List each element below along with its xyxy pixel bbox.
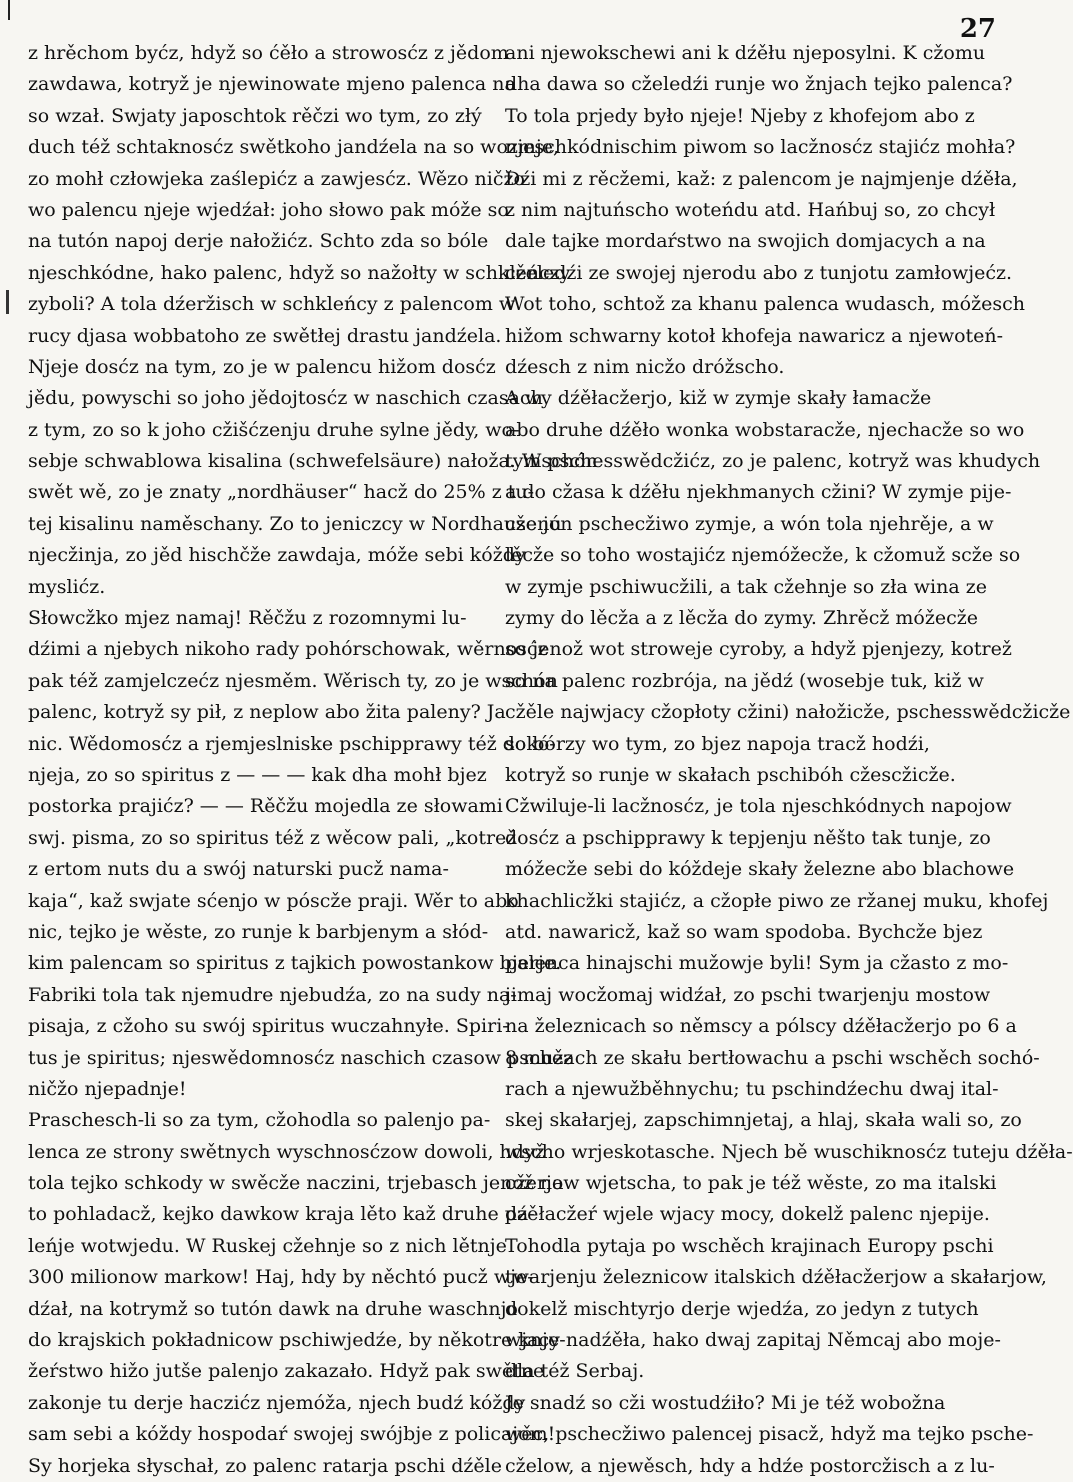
- text-line: so wzał. Swjaty japoschtok rěčzi wo tym, zo złý: [28, 104, 482, 127]
- text-line: so jenož wot stroweje cyroby, a hdyž pjenjezy, kotrež: [505, 638, 1012, 661]
- text-line: pak též zamjelczećz njesměm. Wěrisch ty, zo je wschón: [28, 669, 558, 692]
- text-line: A wy dźěłacžerjo, kiž w zymje skały łamacže: [505, 387, 932, 410]
- text-line: duch též schtaknosćz swětkoho jandźela na so wozmje,: [28, 136, 560, 159]
- text-line: zymy do lěcža a z lěcža do zymy. Zhrěcž móžecže: [505, 607, 979, 630]
- text-line: rach a njewužběhnychu; tu pschindźechu dwaj ital-: [505, 1077, 999, 1100]
- text-line: swj. pisma, zo so spiritus též z wěcow pali, „kotrež: [28, 826, 517, 849]
- margin-mark: [6, 290, 9, 314]
- text-line: do krajskich pokładnicow pschiwjedźe, by někotre knje-: [28, 1329, 566, 1352]
- text-line: hižom schwarny kotoł khofeja nawaricz a njewoteń-: [505, 324, 1004, 347]
- text-line: sam sebi a kóždy hospodaŕ swojej swójbje z policajom!: [28, 1423, 556, 1446]
- text-line: cželow, a njewěsch, hdy a hdźe postorcžisch a z lu-: [505, 1454, 995, 1477]
- text-line: njeschkódne, hako palenc, hdyž so nažołty w schkleńczy: [28, 261, 571, 284]
- text-line: sebje schwablowa kisalina (schwefelsäure) nałoža. Wschón: [28, 450, 598, 473]
- text-line: cželedźi ze swojej njerodu abo z tunjotu zamłowjećz.: [505, 261, 1013, 284]
- text-line: twarjenju železnicow italskich dźěłacžerjow a skałarjow,: [505, 1266, 1047, 1289]
- text-line: na tutón napoj derje nałožićz. Schto zda so bóle: [28, 230, 489, 253]
- text-line: cžěle najwjacy cžopłoty cžini) nałožicže, pschesswědcžicže: [505, 701, 1071, 724]
- text-line: rucy djasa wobbatoho ze swětłej drastu jandźela.: [28, 324, 502, 347]
- text-line: a do cžasa k dźěłu njekhmanych cžini? W zymje pije-: [505, 481, 1012, 504]
- text-line: Dźi mi z rěcžemi, kaž: z palencom je najmjenje dźěła,: [505, 167, 1018, 190]
- text-line: njeja, zo so spiritus z — — — kak dha mohł bjez: [28, 763, 487, 786]
- page-number: 27: [959, 14, 996, 44]
- text-line: tus je spiritus; njeswědomnosćz naschich czasow pschez: [28, 1046, 574, 1069]
- text-line: leńje wotwjedu. W Ruskej cžehnje so z nich lětnje: [28, 1234, 507, 1257]
- text-line: lenca ze strony swětnych wyschnosćzow dowoli, hdyž: [28, 1140, 545, 1163]
- text-line: ničžo njepadnje!: [28, 1077, 187, 1100]
- text-line: kotryž so runje w skałach pschibóh cžescžicže.: [505, 763, 956, 786]
- text-line: palenca hinajschi mužowje byli! Sym ja cžasto z mo-: [505, 952, 1009, 975]
- text-line: z ertom nuts du a swój naturski pucž nama-: [28, 858, 449, 881]
- text-line: so na palenc rozbrója, na jědź (wosebje tuk, kiž w: [505, 669, 984, 692]
- text-line: myslićz.: [28, 575, 106, 598]
- text-line: kim palencam so spiritus z tajkich powostankow bjerje.: [28, 952, 562, 975]
- text-line: z nim najtuńscho woteńdu atd. Hańbuj so, zo chcył: [505, 198, 996, 221]
- text-line: wscho wrjeskotasche. Njech bě wuschiknosćz tuteju dźěła-: [505, 1140, 1073, 1163]
- text-line: Cžwiluje-li lacžnosćz, je tola njeschkódnych napojow: [505, 795, 1012, 818]
- text-line: na železnicach so němscy a pólscy dźěłacžerjo po 6 a: [505, 1015, 1017, 1038]
- text-line: palenc, kotryž sy pił, z neplow abo žita paleny? Ja: [28, 701, 506, 724]
- text-line: pisaja, z cžoho su swój spiritus wuczahnyłe. Spiri-: [28, 1015, 509, 1038]
- text-line: dla též Serbaj.: [505, 1360, 645, 1383]
- text-line: swět wě, zo je znaty „nordhäuser“ hacž do 25% z tu-: [28, 481, 535, 504]
- text-line: skej skałarjej, zapschimnjetaj, a hlaj, skała wali so, zo: [505, 1109, 1022, 1132]
- text-line: dokelž mischtyrjo derje wjedźa, zo jedyn z tutych: [505, 1297, 979, 1320]
- text-line: zawdawa, kotryž je njewinowate mjeno palenca na: [28, 73, 516, 96]
- text-line: wěc, pschecžiwo palencej pisacž, hdyž ma tejko psche-: [505, 1423, 1034, 1446]
- text-line: zo mohł człowjeka zaślepićz a zawjesćz. Wězo ničžo: [28, 167, 525, 190]
- text-line: wo palencu njeje wjedźał: joho słowo pak móže so: [28, 198, 509, 221]
- text-line: ani njewokschewi ani k dźěłu njeposylni. K cžomu: [505, 42, 986, 64]
- text-line: z tym, zo so k joho cžišćzenju druhe sylne jědy, wo-: [28, 418, 520, 441]
- text-line: nic, tejko je wěste, zo runje k barbjenym a słód-: [28, 920, 489, 943]
- text-line: dźěłacžeŕ wjele wjacy mocy, dokelž palenc njepije.: [505, 1203, 990, 1226]
- text-line: Fabriki tola tak njemudre njebudźa, zo na sudy na-: [28, 983, 517, 1006]
- text-line: Je snadź so cži wostudźiło? Mi je též wobožna: [505, 1391, 946, 1414]
- text-line: w zymje pschiwucžili, a tak cžehnje so zła wina ze: [505, 575, 987, 598]
- text-line: 300 milionow markow! Haj, hdy by něchtó pucž wje-: [28, 1266, 534, 1289]
- text-line: žeŕstwo hižo jutše palenjo zakazało. Hdyž pak swětne: [28, 1360, 545, 1383]
- text-line: Praschesch-li so za tym, cžohodla so palenjo pa-: [28, 1109, 491, 1132]
- text-line: atd. nawaricž, kaž so wam spodoba. Bychcže bjez: [505, 920, 983, 943]
- text-line: to pohladacž, kejko dawkow kraja lěto kaž druhe pa-: [28, 1203, 535, 1226]
- text-line: kaja“, kaž swjate sćenjo w póscže praji. Wěr to abo: [28, 889, 519, 912]
- text-line: móžecže sebi do kóždeje skały železne abo blachowe: [505, 858, 1015, 881]
- text-line: njecžinja, zo jěd hischčže zawdaja, móže sebi kóždy: [28, 544, 526, 567]
- text-line: zyboli? A tola dźeržisch w schkleńcy z palencom w: [28, 293, 516, 316]
- text-line: nic. Wědomosćz a rjemjeslniske pschipprawy též dokó-: [28, 732, 556, 755]
- text-line: dosćz a pschipprawy k tepjenju něšto tak tunje, zo: [505, 826, 991, 849]
- text-line: wjacy nadźěła, hako dwaj zapitaj Němcaj abo moje-: [505, 1329, 1001, 1352]
- text-line: dźesch z nim nicžo dróžscho.: [505, 355, 785, 378]
- text-line: Njeje dosćz na tym, zo je w palencu hižom dosćz: [28, 355, 496, 378]
- text-line: abo druhe dźěło wonka wobstaracže, njechacže so wo: [505, 418, 1025, 441]
- text-line: Sy horjeka słyschał, zo palenc ratarja pschi dźěle: [28, 1454, 502, 1477]
- text-line: dha dawa so cželedźi runje wo žnjach tejko palenca?: [505, 73, 1013, 96]
- margin-rule: [8, 0, 10, 20]
- text-line: z hrěchom byćz, hdyž so ćěło a strowosćz z jědom: [28, 42, 509, 64]
- text-line: dźał, na kotrymž so tutón dawk na druhe waschnjo: [28, 1297, 518, 1320]
- text-line: zakonje tu derje haczićz njemóža, njech budź kóždy: [28, 1391, 526, 1414]
- text-line: dale tajke mordaŕstwo na swojich domjacych a na: [505, 230, 986, 253]
- text-line: postorka prajićz? — — Rěčžu mojedla ze słowami: [28, 795, 503, 818]
- text-line: To tola prjedy było njeje! Njeby z khofejom abo z: [505, 104, 975, 127]
- text-line: khachlicžki stajićz, a cžopłe piwo ze ržanej muku, khofej: [505, 889, 1049, 912]
- text-line: tola tejko schkody w swěcže naczini, trjebasch jenož na: [28, 1172, 564, 1195]
- text-line: so bórzy wo tym, zo bjez napoja tracž hodźi,: [505, 732, 930, 755]
- text-line: 8 mužach ze skału bertłowachu a pschi wschěch sochó-: [505, 1046, 1040, 1069]
- text-line: tej kisalinu naměschany. Zo to jeniczcy w Nordhausenu: [28, 512, 562, 535]
- text-line: jědu, powyschi so joho jědojtosćz w naschich czasach: [28, 387, 543, 410]
- text-line: tym pschesswědcžićz, zo je palenc, kotryž was khudych: [505, 450, 1041, 473]
- text-line: njeschkódnischim piwom so lacžnosćz stajićz mohła?: [505, 136, 1016, 159]
- text-line: Wot toho, schtož za khanu palenca wudasch, móžesch: [505, 293, 1025, 316]
- text-line: cže jón pschecžiwo zymje, a wón tola njehrěje, a w: [505, 512, 994, 535]
- text-line: jimaj wocžomaj widźał, zo pschi twarjenju mostow: [505, 983, 991, 1006]
- right-column: [505, 38, 1073, 1482]
- text-line: Tohodla pytaja po wschěch krajinach Europy pschi: [505, 1234, 994, 1257]
- text-line: cžerjow wjetscha, to pak je též wěste, zo ma italski: [505, 1172, 997, 1195]
- text-line: lěcže so toho wostajićz njemóžecže, k cžomuž scže so: [505, 544, 1021, 567]
- text-line: Słowcžko mjez namaj! Rěčžu z rozomnymi lu-: [28, 607, 467, 630]
- text-line: dźimi a njebych nikoho rady pohórschowak, wěrnosćz: [28, 638, 548, 661]
